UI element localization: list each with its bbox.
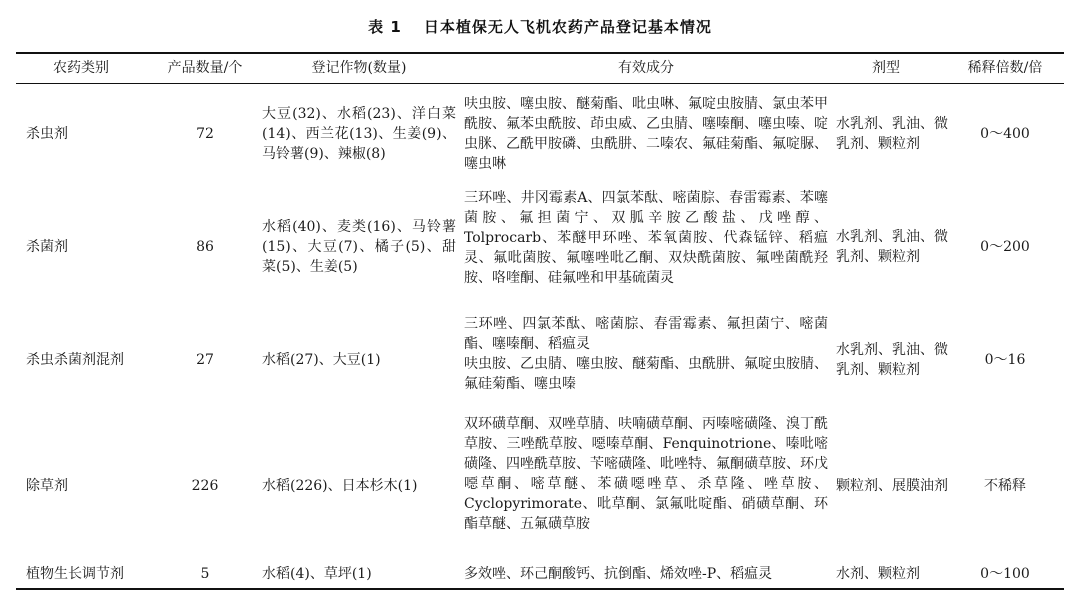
table-row [0, 88, 1080, 180]
row-category: 除草剂 [26, 478, 68, 494]
table-title: 日本植保无人飞机农药产品登记基本情况 [423, 18, 712, 36]
row-category: 杀虫剂 [26, 126, 68, 142]
header-count: 产品数量/个 [167, 60, 243, 76]
row-formulation: 水乳剂、乳油、微乳剂、颗粒剂 [836, 342, 948, 378]
row-crops: 水稻(40)、麦类(16)、马铃薯(15)、大豆(7)、橘子(5)、甜菜(5)、生姜(5) [262, 219, 456, 275]
ingredients-line: 呋虫胺、噻虫胺、醚菊酯、吡虫啉、氟啶虫胺腈、氯虫苯甲酰胺、氟苯虫酰胺、茚虫威、乙虫腈、噻嗪酮、噻虫嗪、啶虫脒、乙酰甲胺磷、虫酰肼、二嗪农、氟硅菊酯、氟啶脲、噻虫啉 [464, 96, 828, 172]
row-crops: 水稻(4)、草坪(1) [262, 566, 372, 582]
table-number: 表 1 [368, 18, 402, 36]
table-row [0, 562, 1080, 586]
row-crops: 大豆(32)、水稻(23)、洋白菜(14)、西兰花(13)、生姜(9)、马铃薯(9)、辣椒(8) [262, 106, 456, 162]
row-formulation: 水剂、颗粒剂 [836, 566, 920, 582]
row-ingredients [464, 94, 828, 174]
ingredients-line: 三环唑、井冈霉素A、四氯苯酞、嘧菌腙、春雷霉素、苯噻菌胺、氟担菌宁、双胍辛胺乙酸盐、戊唑醇、Tolprocarb、苯醚甲环唑、苯氧菌胺、代森锰锌、稻瘟灵、氟吡菌胺、氟噻唑吡乙酮、双炔酰菌胺、氟唑菌酰羟胺、咯喹酮、硅氟唑和甲基硫菌灵 [464, 190, 828, 286]
row-count: 72 [196, 126, 214, 142]
row-dilution: 0～400 [980, 126, 1030, 142]
row-ingredients [464, 414, 828, 534]
ingredients-line: 呋虫胺、乙虫腈、噻虫胺、醚菊酯、虫酰肼、氟啶虫胺腈、氟硅菊酯、噻虫嗪 [464, 356, 828, 392]
row-formulation: 水乳剂、乳油、微乳剂、颗粒剂 [836, 229, 948, 265]
row-dilution: 不稀释 [984, 478, 1026, 494]
table-row [0, 314, 1080, 406]
row-ingredients [464, 562, 828, 586]
row-dilution: 0～16 [984, 352, 1026, 368]
row-ingredients [464, 314, 828, 394]
header-formulation: 剂型 [872, 60, 900, 76]
table-row [0, 414, 1080, 558]
row-category: 杀菌剂 [26, 239, 68, 255]
header-crops: 登记作物(数量) [311, 60, 407, 76]
row-count: 226 [191, 478, 219, 494]
row-category: 植物生长调节剂 [26, 566, 124, 582]
row-count: 5 [200, 566, 210, 582]
row-crops: 水稻(226)、日本杉木(1) [262, 478, 418, 494]
row-count: 86 [196, 239, 214, 255]
table-row [0, 188, 1080, 306]
row-formulation: 颗粒剂、展膜油剂 [836, 478, 948, 494]
header-category: 农药类别 [53, 60, 109, 76]
row-dilution: 0～100 [980, 566, 1030, 582]
header-rule [16, 83, 1064, 84]
row-crops: 水稻(27)、大豆(1) [262, 352, 381, 368]
ingredients-line: 三环唑、四氯苯酞、嘧菌腙、春雷霉素、氟担菌宁、嘧菌酯、噻嗪酮、稻瘟灵 [464, 316, 828, 352]
ingredients-line: 多效唑、环己酮酸钙、抗倒酯、烯效唑-P、稻瘟灵 [464, 566, 773, 582]
header-dilution: 稀释倍数/倍 [967, 60, 1043, 76]
table-caption [0, 16, 1080, 37]
ingredients-line: 双环磺草酮、双唑草腈、呋喃磺草酮、丙嗪嘧磺隆、溴丁酰草胺、三唑酰草胺、噁嗪草酮、Fenquinotrione、嗪吡嘧磺隆、四唑酰草胺、苄嘧磺隆、吡唑特、氟酮磺草胺、环戊噁草酮、嘧草醚、苯磺噁唑草、杀草隆、唑草胺、Cyclopyrimorate、吡草酮、氯氟吡啶酯、硝磺草酮、环酯草醚、五氟磺草胺 [464, 416, 828, 532]
row-formulation: 水乳剂、乳油、微乳剂、颗粒剂 [836, 116, 948, 152]
row-category: 杀虫杀菌剂混剂 [26, 352, 124, 368]
row-count: 27 [196, 352, 214, 368]
top-rule [16, 52, 1064, 54]
row-ingredients [464, 188, 828, 288]
bottom-rule [16, 588, 1064, 590]
header-ingredients: 有效成分 [618, 60, 674, 76]
row-dilution: 0～200 [980, 239, 1030, 255]
